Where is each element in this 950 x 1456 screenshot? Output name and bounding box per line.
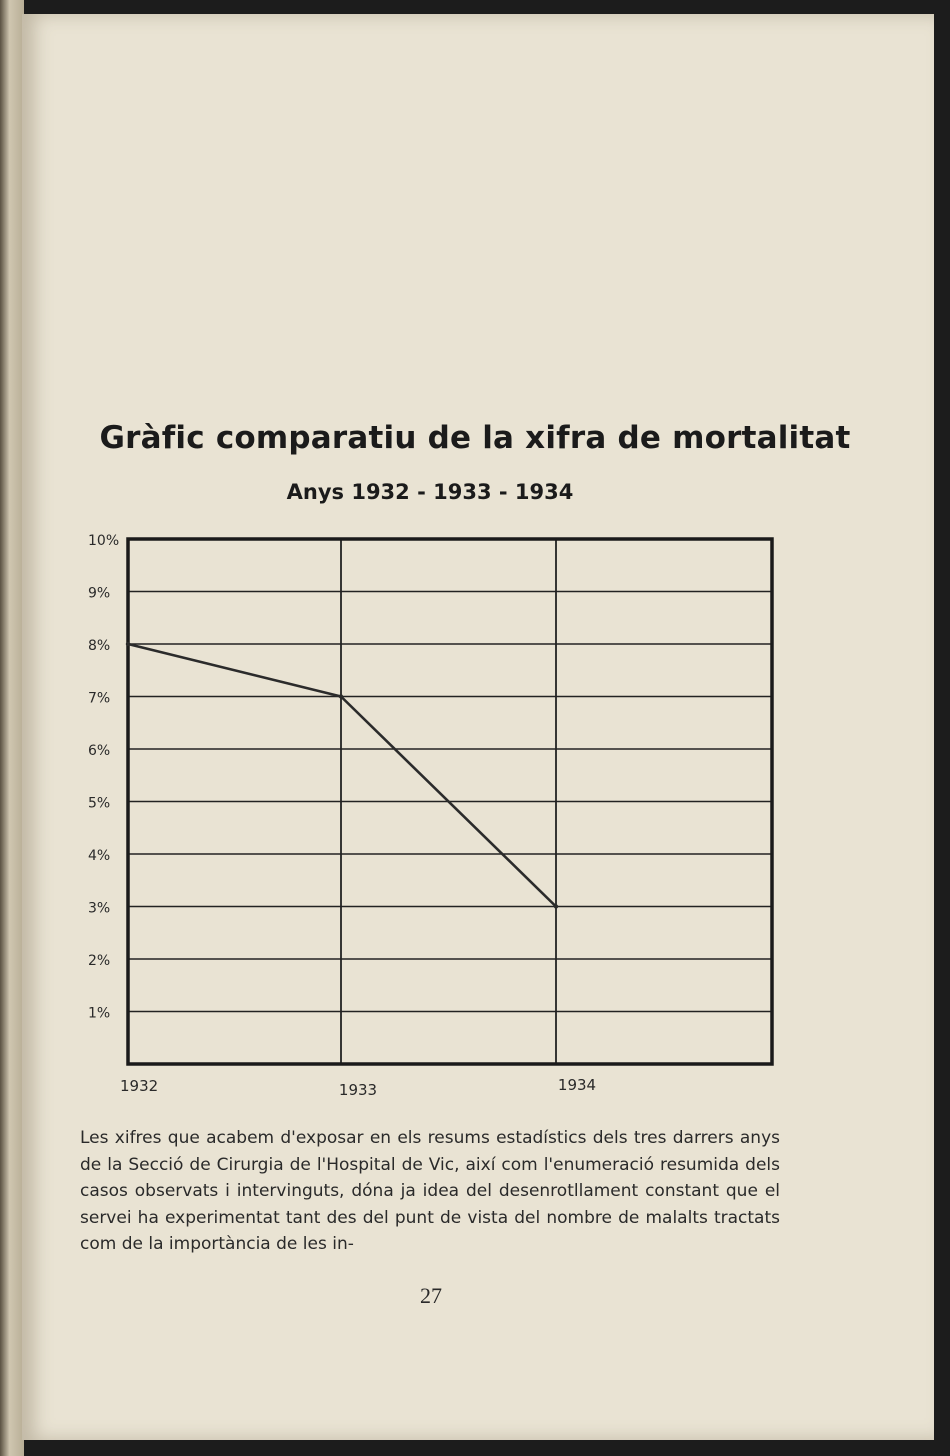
y-tick-label: 2%: [88, 953, 111, 969]
series-line-segment: [128, 644, 341, 697]
data-point: [554, 904, 558, 908]
y-tick-label: 9%: [88, 585, 111, 602]
y-tick-label: 8%: [88, 638, 111, 654]
chart-subtitle: Anys 1932 - 1933 - 1934: [286, 480, 574, 504]
chart-title: Gràfic comparatiu de la xifra de mortalitat: [99, 420, 851, 456]
y-tick-label: 7%: [88, 690, 111, 707]
y-tick-label: 6%: [88, 743, 111, 759]
body-paragraph: Les xifres que acabem d'exposar en els resums estadístics dels tres darrers anys de la Secció de Cirurgia de l'Hospital de Vic, així com l'enumeració resumida dels casos observats i intervinguts, dóna ja idea del desenrotllament constant que el servei ha experimentat tant des del punt de vista del nombre de malalts tractats com de la importància de les in-: [80, 1128, 780, 1254]
x-tick-label: 1934: [557, 1076, 597, 1094]
x-tick-label: 1932: [120, 1077, 159, 1095]
y-tick-label: 5%: [88, 795, 111, 812]
data-point: [339, 694, 343, 698]
data-point: [126, 642, 130, 646]
y-tick-label: 4%: [88, 848, 111, 864]
y-tick-label: 10%: [88, 533, 120, 549]
y-tick-label: 3%: [88, 900, 111, 917]
x-tick-label: 1933: [338, 1081, 378, 1099]
y-tick-label: 1%: [88, 1005, 111, 1022]
page-number: 27: [420, 1283, 442, 1308]
